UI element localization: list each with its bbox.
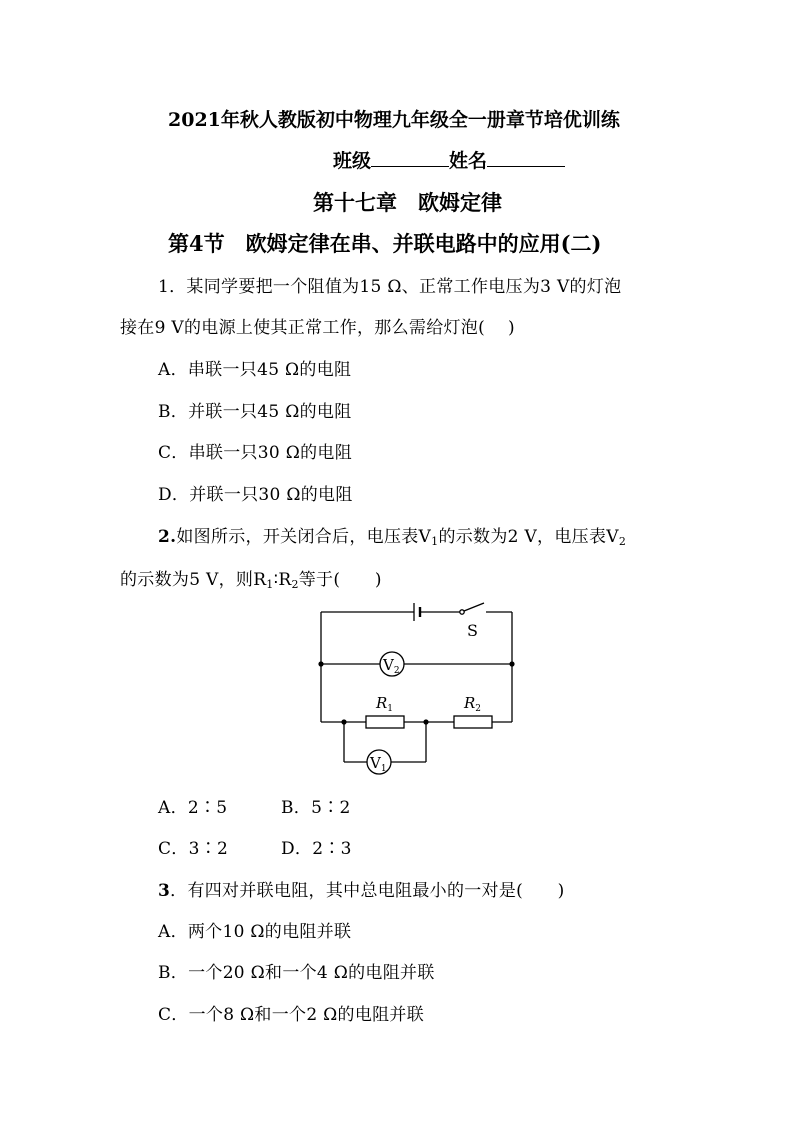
q2-option-d: D．2∶3 [281, 839, 352, 859]
junction-right-top [509, 661, 514, 666]
q2-sub-v1: 1 [431, 535, 439, 548]
q2-option-b: B．5∶2 [281, 798, 351, 818]
q1-stem-line1: 1．某同学要把一个阻值为15 Ω、正常工作电压为3 V的灯泡 [158, 277, 622, 297]
resistor-r2 [454, 716, 492, 728]
q3-option-c: C．一个8 Ω和一个2 Ω的电阻并联 [158, 1005, 425, 1025]
q2-number: 2. [158, 527, 177, 547]
resistor-r1 [366, 716, 404, 728]
q3-option-a: A．两个10 Ω的电阻并联 [158, 922, 352, 942]
q2-stem-b: 的示数为2 V，电压表V [438, 527, 619, 547]
q1-option-c: C．串联一只30 Ω的电阻 [158, 443, 353, 463]
q3-stem-text: ．有四对并联电阻，其中总电阻最小的一对是( ) [170, 881, 565, 901]
q2-sub-r2: 2 [291, 578, 299, 591]
q2-sub-v2: 2 [618, 535, 627, 548]
q2-stem-c: 的示数为5 V，则R [120, 570, 267, 590]
q3-number: 3 [158, 881, 171, 901]
q3-stem [158, 876, 565, 901]
q1-option-d: D．并联一只30 Ω的电阻 [158, 485, 353, 505]
q1-option-a: A．串联一只45 Ω的电阻 [158, 360, 352, 380]
class-label: 班级 [333, 150, 372, 172]
q2-option-a: A．2∶5 [158, 798, 228, 818]
q1-option-b: B．并联一只45 Ω的电阻 [158, 402, 352, 422]
resistor-r1-label: $R_1$ [376, 694, 394, 714]
q3-option-b: B．一个20 Ω和一个4 Ω的电阻并联 [158, 963, 435, 983]
q2-stem-e: 等于( ) [298, 570, 382, 590]
resistor-r2-label: $R_2$ [464, 694, 482, 714]
switch-blade [464, 603, 484, 611]
voltmeter-v1-label: $V_1$ [370, 754, 387, 774]
switch-pivot [460, 610, 464, 614]
voltmeter-v2-label: $V_2$ [383, 656, 400, 676]
chapter-title: 第十七章 欧姆定律 [313, 190, 502, 215]
section-title: 第4节 欧姆定律在串、并联电路中的应用(二) [168, 231, 602, 256]
junction-r1-left [341, 719, 346, 724]
junction-r1-right [423, 719, 428, 724]
q1-stem-line2: 接在9 V的电源上使其正常工作，那么需给灯泡( ) [120, 318, 515, 338]
document-title: 2021年秋人教版初中物理九年级全一册章节培优训练 [168, 109, 620, 131]
switch-label: S [467, 621, 478, 640]
name-label: 姓名 [449, 150, 488, 172]
junction-left-top [318, 661, 323, 666]
q2-option-c: C．3∶2 [158, 839, 229, 859]
q2-stem-d: ∶R [273, 570, 292, 590]
q2-stem-a: 如图所示，开关闭合后，电压表V [176, 527, 432, 547]
q2-sub-r1: 1 [266, 578, 274, 591]
